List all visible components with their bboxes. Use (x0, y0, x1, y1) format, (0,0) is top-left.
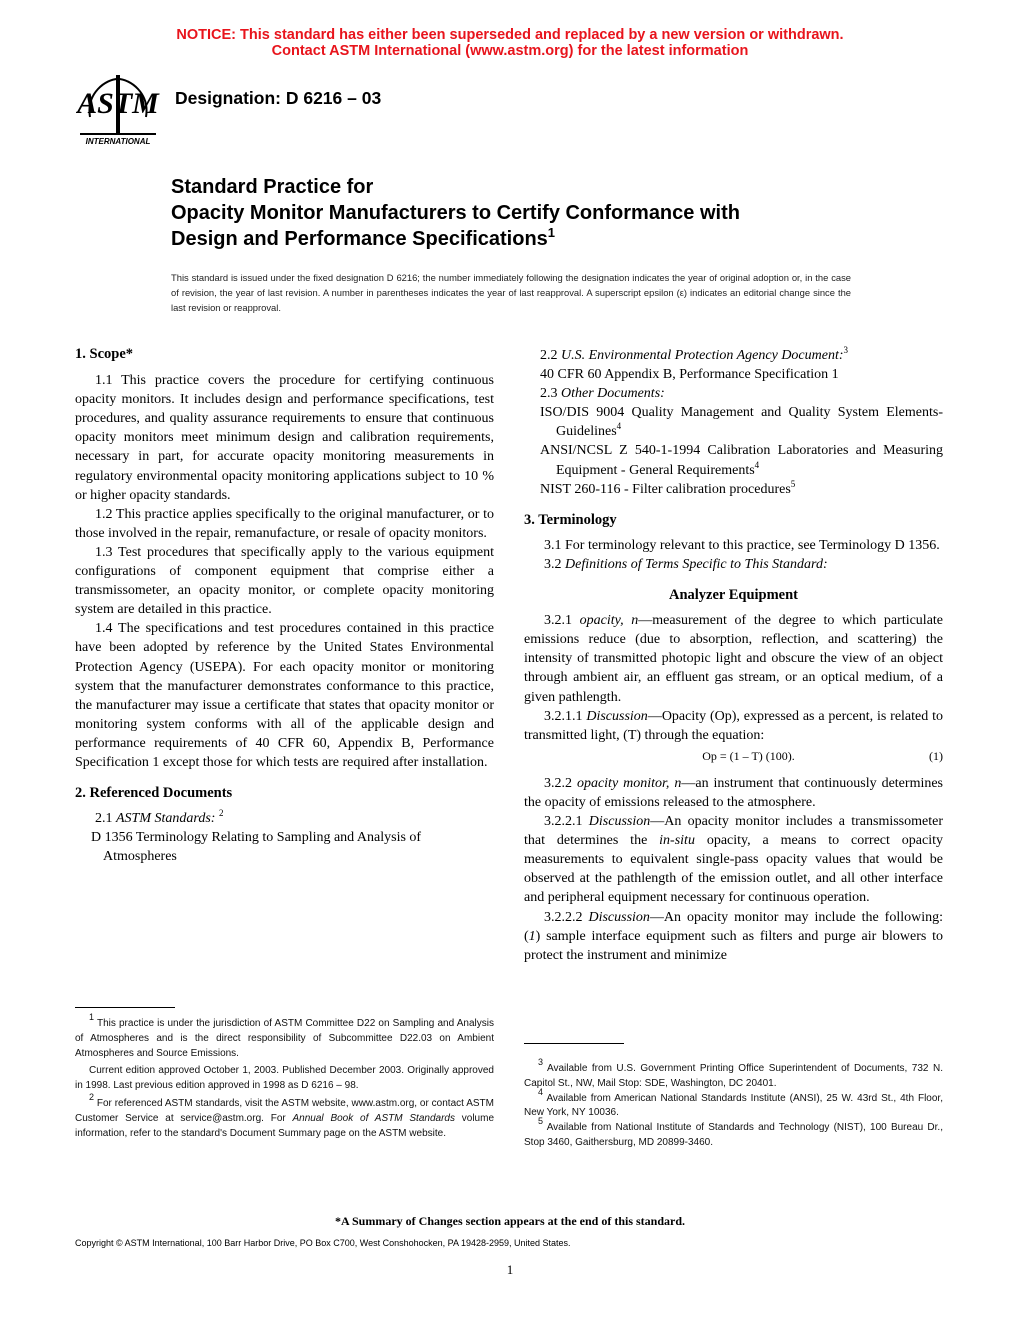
para-3-2-1: 3.2.1 opacity, n—measurement of the degree to which particulate emissions reduce (due to absorption, reflection, and scattering) the intensity of transmitted photopic light and obscure the view of an object through ambient air, an effluent gas stream, or an optical medium, of a given pathlength. (524, 613, 944, 705)
footnote-2: $^2$ For referenced ASTM standards, visit the ASTM website, www.astm.org, or contact ASTM Customer Service at service@astm.org. For Annual Book of ASTM Standards volume information, refer to the standard's Document Summary page on the ASTM website. (75, 1091, 494, 1139)
para-3-2-2-1: 3.2.2.1 Discussion—An opacity monitor includes a transmissometer that determines the in-situ opacity, a means to correct opacity measurements to equivalent single-pass opacity values that would be observed at the pathlength of the emission outlet, and all other interface and peripheral equipment necessary for continuous operation. (524, 814, 943, 906)
footnote-current-edition: Current edition approved October 1, 2003. Published December 2003. Originally approved in 1998. Last previous edition approved in 1998 as D 6216 – 98. (75, 1065, 494, 1092)
para-3-2-2: 3.2.2 opacity monitor, n—an instrument that continuously determines the opacity of emissions released to the atmosphere. (524, 775, 944, 810)
footnote-5: $^5$ Available from National Institute of Standards and Technology (NIST), 100 Bureau Dr., Stop 3460, Gaithersburg, MD 20899-3460. (524, 1116, 943, 1148)
notice-line-1: NOTICE: This standard has either been superseded and replaced by a new version or withdrawn. (176, 27, 844, 43)
left-column (75, 345, 494, 866)
footnote-divider-right (524, 1043, 624, 1044)
ref-cfr: 40 CFR 60 Appendix B, Performance Specification 1 (540, 367, 839, 383)
page-number: 1 (506, 1262, 514, 1277)
equation-1 (524, 747, 943, 766)
notice-line-2: Contact ASTM International (www.astm.org) for the latest information (271, 43, 749, 59)
issued-note: This standard is issued under the fixed designation D 6216; the number immediately following the designation indicates the year of original adoption or, in the case of revision, the year of last revision. A number in parentheses indicates the year of last reapproval. A superscript epsilon (ε) indicates an editorial change since the last revision or reapproval. (171, 272, 851, 313)
designation: Designation: D 6216 – 03 (175, 88, 382, 108)
ref-ansi: ANSI/NCSL Z 540-1-1994 Calibration Laboratories and Measuring Equipment - General Requirements$^4$ (540, 443, 943, 478)
title-line-3: Design and Performance Specifications$^1$ (171, 225, 556, 250)
analyzer-equipment-heading: Analyzer Equipment (668, 587, 799, 604)
para-2-1: 2.1 ASTM Standards: $^2$ (95, 808, 224, 827)
para-3-2-2-2: 3.2.2.2 Discussion—An opacity monitor may include the following: (1) sample interface equipment such as filters and purge air blowers to protect the instrument and minimize (524, 909, 943, 963)
footnote-1: $^1$ This practice is under the jurisdiction of ASTM Committee D22 on Sampling and Analysis of Atmospheres and is the direct responsibility of Subcommittee D22.03 on Ambient Atmospheres and Source Emissions. (75, 1012, 494, 1059)
section-2-heading: 2. Referenced Documents (75, 785, 233, 802)
equation-number: (1) (929, 748, 943, 763)
astm-logo-icon (76, 73, 160, 149)
para-2-2: 2.2 U.S. Environmental Protection Agency Document:$^3$ (540, 345, 849, 363)
title-line-2: Opacity Monitor Manufacturers to Certify Conformance with (171, 202, 740, 224)
section-3-heading: 3. Terminology (524, 511, 617, 528)
document-title (171, 174, 951, 252)
footnote-divider-left (75, 1007, 175, 1008)
footnotes-right (524, 1057, 943, 1151)
ref-d1356: D 1356 Terminology Relating to Sampling and Analysis of Atmospheres (91, 830, 422, 865)
logo-caption: INTERNATIONAL (85, 137, 151, 146)
para-2-3: 2.3 Other Documents: (540, 386, 665, 402)
section-1-heading: 1. Scope* (75, 346, 133, 362)
footnotes-left (75, 1012, 494, 1141)
para-1-3: 1.3 Test procedures that specifically apply to the various equipment configurations of component equipment that comprise either a transmissometer, an opacity monitor, or complete opacity monitoring system are detailed in this practice. (75, 544, 494, 618)
logo-letters: ASTM (77, 87, 159, 120)
para-3-2-1-1: 3.2.1.1 Discussion—Opacity (Op), expressed as a percent, is related to transmitted light, (T) through the equation: (524, 708, 943, 743)
para-1-2: 1.2 This practice applies specifically to the original manufacturer, or to those involved in the repair, remanufacture, or resale of opacity monitors. (75, 506, 494, 541)
title-footnote-ref: 1 (547, 225, 556, 240)
copyright: Copyright © ASTM International, 100 Barr Harbor Drive, PO Box C700, West Conshohocken, PA 19428-2959, United States. (75, 1238, 571, 1248)
ref-iso: ISO/DIS 9004 Quality Management and Quality System Elements-Guidelines$^4$ (540, 405, 943, 440)
right-column (524, 346, 943, 965)
para-3-1: 3.1 For terminology relevant to this practice, see Terminology D 1356. (544, 537, 940, 553)
para-3-2: 3.2 Definitions of Terms Specific to This Standard: (544, 556, 828, 572)
title-line-1: Standard Practice for (171, 176, 374, 198)
footnote-4: $^4$ Available from American National Standards Institute (ANSI), 25 W. 43rd St., 4th Floor, New York, NY 10036. (524, 1086, 943, 1119)
para-1-1: 1.1 This practice covers the procedure for certifying continuous opacity monitors. It includes design and performance specifications, test procedures, and quality assurance requirements to ensure that continuous opacity monitors meet minimum design and calibration requirements, necessary in part, for accurate opacity monitoring measurements in regulatory environmental opacity monitoring applications subject to 10 % or higher opacity standards. (75, 373, 494, 503)
para-1-4: 1.4 The specifications and test procedures contained in this practice have been adopted by reference by the United States Environmental Protection Agency (USEPA). For each opacity monitor or monitoring system that the manufacturer demonstrates conformance to this practice, the manufacturer may issue a certificate that states that opacity monitor or monitoring system conforms with all of the applicable design and performance requirements of 40 CFR 60, Appendix B, Performance Specification 1 except those for which tests are required after installation. (75, 621, 494, 770)
equation-text: Op = (1 – T) (100). (702, 748, 795, 763)
ref-nist: NIST 260-116 - Filter calibration procedures$^5$ (540, 478, 796, 497)
summary-of-changes-note: *A Summary of Changes section appears at the end of this standard. (334, 1214, 686, 1228)
footnote-3: $^3$ Available from U.S. Government Printing Office Superintendent of Documents, 732 N. Capitol St., NW, Mail Stop: SDE, Washington, DC 20401. (524, 1057, 943, 1089)
